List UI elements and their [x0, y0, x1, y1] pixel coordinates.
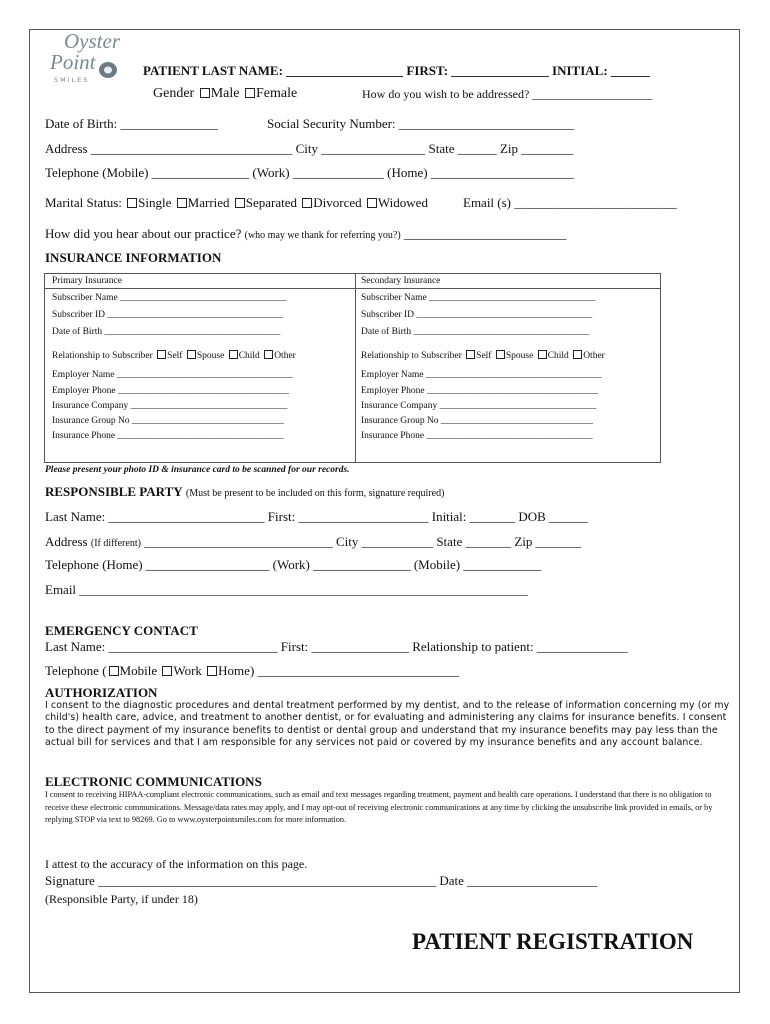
marital-status-row	[45, 195, 428, 211]
secondary-insurance-company[interactable]: Insurance Company _________________________________	[361, 401, 597, 411]
signature-field[interactable]: Signature ____________________________________________________ Date ____________________	[45, 873, 598, 888]
primary-spouse-label: Spouse	[196, 351, 225, 361]
telephone-field[interactable]: Telephone (Mobile) _______________ (Work) ______________ (Home) ______________________	[45, 165, 574, 180]
emergency-home-checkbox[interactable]	[207, 666, 217, 676]
primary-relationship-row	[52, 350, 296, 361]
responsible-header	[45, 484, 444, 500]
referral-row[interactable]	[45, 226, 566, 242]
logo-line-point: Point	[50, 50, 96, 74]
primary-employer-phone[interactable]: Employer Phone ____________________________________	[52, 386, 289, 396]
married-checkbox[interactable]	[177, 198, 187, 208]
secondary-employer-phone[interactable]: Employer Phone ____________________________________	[361, 386, 598, 396]
secondary-spouse-label: Spouse	[505, 351, 534, 361]
secondary-child-checkbox[interactable]	[538, 350, 547, 359]
electronic-title: ELECTRONIC COMMUNICATIONS	[45, 774, 262, 789]
divorced-checkbox[interactable]	[302, 198, 312, 208]
married-label: Married	[187, 195, 230, 210]
primary-subscriber-name[interactable]: Subscriber Name ___________________________________	[52, 293, 287, 303]
photo-id-note: Please present your photo ID & insurance card to be scanned for our records.	[45, 465, 350, 475]
primary-spouse-checkbox[interactable]	[187, 350, 196, 359]
responsible-address-line: _____________________________ City ___________ State _______ Zip _______	[144, 534, 582, 549]
gender-row	[153, 86, 297, 102]
referral-note: (who may we thank for referring you?)	[244, 230, 401, 241]
primary-child-label: Child	[238, 351, 260, 361]
insurance-title: INSURANCE INFORMATION	[45, 250, 222, 265]
responsible-telephone-field[interactable]: Telephone (Home) ___________________ (Work) _______________ (Mobile) ____________	[45, 557, 542, 572]
primary-self-checkbox[interactable]	[157, 350, 166, 359]
authorization-title: AUTHORIZATION	[45, 685, 158, 700]
primary-other-label: Other	[274, 351, 296, 361]
primary-other-checkbox[interactable]	[264, 350, 273, 359]
male-label: Male	[210, 86, 240, 101]
separated-label: Separated	[245, 195, 298, 210]
gender-label: Gender	[153, 86, 195, 101]
primary-insurance-header: Primary Insurance	[52, 276, 122, 286]
emergency-title: EMERGENCY CONTACT	[45, 623, 198, 638]
primary-child-checkbox[interactable]	[229, 350, 238, 359]
secondary-relationship-row	[361, 350, 605, 361]
emergency-work-checkbox[interactable]	[162, 666, 172, 676]
patient-name-line[interactable]: PATIENT LAST NAME: __________________ FIRST: _______________ INITIAL: ______	[143, 63, 650, 78]
emergency-tel-line[interactable]: ) _______________________________	[249, 663, 460, 678]
secondary-insurance-phone[interactable]: Insurance Phone ___________________________________	[361, 431, 593, 441]
insurance-divider	[355, 273, 356, 463]
logo-line-smiles: SMILES	[54, 76, 90, 84]
emergency-mobile-label: Mobile	[119, 663, 158, 678]
emergency-name-field[interactable]: Last Name: __________________________ First: _______________ Relationship to patient: ______________	[45, 639, 628, 654]
emergency-tel-label: Telephone (	[45, 663, 107, 678]
referral-question: How did you hear about our practice?	[45, 226, 242, 241]
secondary-subscriber-id[interactable]: Subscriber ID _____________________________________	[361, 310, 593, 320]
secondary-subscriber-name[interactable]: Subscriber Name ___________________________________	[361, 293, 596, 303]
secondary-other-label: Other	[583, 351, 605, 361]
secondary-spouse-checkbox[interactable]	[496, 350, 505, 359]
separated-checkbox[interactable]	[235, 198, 245, 208]
primary-insurance-phone[interactable]: Insurance Phone ___________________________________	[52, 431, 284, 441]
signature-note: (Responsible Party, if under 18)	[45, 892, 198, 906]
secondary-child-label: Child	[547, 351, 569, 361]
dob-field[interactable]: Date of Birth: _______________	[45, 116, 218, 131]
marital-label: Marital Status:	[45, 195, 122, 210]
female-label: Female	[255, 86, 298, 101]
primary-insurance-company[interactable]: Insurance Company _________________________________	[52, 401, 288, 411]
widowed-checkbox[interactable]	[367, 198, 377, 208]
responsible-address-field[interactable]	[45, 534, 581, 550]
widowed-label: Widowed	[377, 195, 428, 210]
secondary-group-no[interactable]: Insurance Group No ________________________________	[361, 416, 593, 426]
attest-text: I attest to the accuracy of the information on this page.	[45, 857, 308, 871]
single-checkbox[interactable]	[127, 198, 137, 208]
address-field[interactable]: Address _______________________________ City ________________ State ______ Zip ________	[45, 141, 574, 156]
responsible-address-label: Address	[45, 534, 88, 549]
secondary-self-checkbox[interactable]	[466, 350, 475, 359]
logo-line-oyster: Oyster	[64, 29, 120, 53]
secondary-other-checkbox[interactable]	[573, 350, 582, 359]
female-checkbox[interactable]	[245, 88, 255, 98]
emergency-home-label: Home	[218, 663, 250, 678]
secondary-dob[interactable]: Date of Birth _____________________________________	[361, 327, 590, 337]
primary-dob[interactable]: Date of Birth _____________________________________	[52, 327, 281, 337]
primary-group-no[interactable]: Insurance Group No ________________________________	[52, 416, 284, 426]
page-title: PATIENT REGISTRATION	[412, 929, 694, 954]
secondary-employer-name[interactable]: Employer Name _____________________________________	[361, 370, 602, 380]
practice-logo	[50, 29, 130, 90]
responsible-address-note: (If different)	[90, 538, 141, 549]
responsible-name-field[interactable]: Last Name: ________________________ First: ____________________ Initial: _______ DOB ______	[45, 509, 589, 524]
addressed-field[interactable]: How do you wish to be addressed? ____________________	[362, 87, 653, 101]
divorced-label: Divorced	[313, 195, 362, 210]
secondary-self-label: Self	[476, 351, 492, 361]
authorization-text: I consent to the diagnostic procedures and dental treatment performed by my dentist, and to the release of information concerning my (or my child's) health care, advice, and treatment to another dentist, or for evaluating and administering any claims for insurance benefits. I consent to the direct payment of my insurance benefits to dentist or dental group and understand that my insurance benefits may pay less than the actual bill for services and that I am responsible for any services not paid or covered by my insurance benefits and any account balance.	[45, 700, 730, 749]
ssn-field[interactable]: Social Security Number: ___________________________	[267, 116, 575, 131]
primary-relationship-label: Relationship to Subscriber	[52, 351, 153, 361]
emergency-mobile-checkbox[interactable]	[109, 666, 119, 676]
emergency-work-label: Work	[173, 663, 202, 678]
male-checkbox[interactable]	[200, 88, 210, 98]
secondary-insurance-header: Secondary Insurance	[361, 276, 441, 286]
emergency-telephone-row	[45, 663, 459, 679]
responsible-subtitle: (Must be present to be included on this form, signature required)	[185, 488, 445, 499]
primary-employer-name[interactable]: Employer Name _____________________________________	[52, 370, 293, 380]
referral-line: _________________________	[403, 226, 567, 241]
primary-self-label: Self	[167, 351, 183, 361]
responsible-title: RESPONSIBLE PARTY	[45, 484, 183, 499]
single-label: Single	[138, 195, 172, 210]
insurance-header-rule	[44, 288, 661, 289]
responsible-email-field[interactable]: Email _____________________________________________________________________	[45, 582, 528, 597]
email-field[interactable]: Email (s) _________________________	[463, 195, 677, 210]
secondary-relationship-label: Relationship to Subscriber	[361, 351, 462, 361]
primary-subscriber-id[interactable]: Subscriber ID _____________________________________	[52, 310, 284, 320]
electronic-text: I consent to receiving HIPAA-compliant electronic communications, such as email and text messages regarding treatment, payment and health care operations. I understand that there is no obligation to receive these electronic communications. Message/data rates may apply, and I may opt-out of receiving electronic communications at any time by clicking the unsubscribe link provided in emails, or by replying STOP via text to 98269. Go to www.oysterpointsmiles.com for more information.	[45, 790, 713, 825]
